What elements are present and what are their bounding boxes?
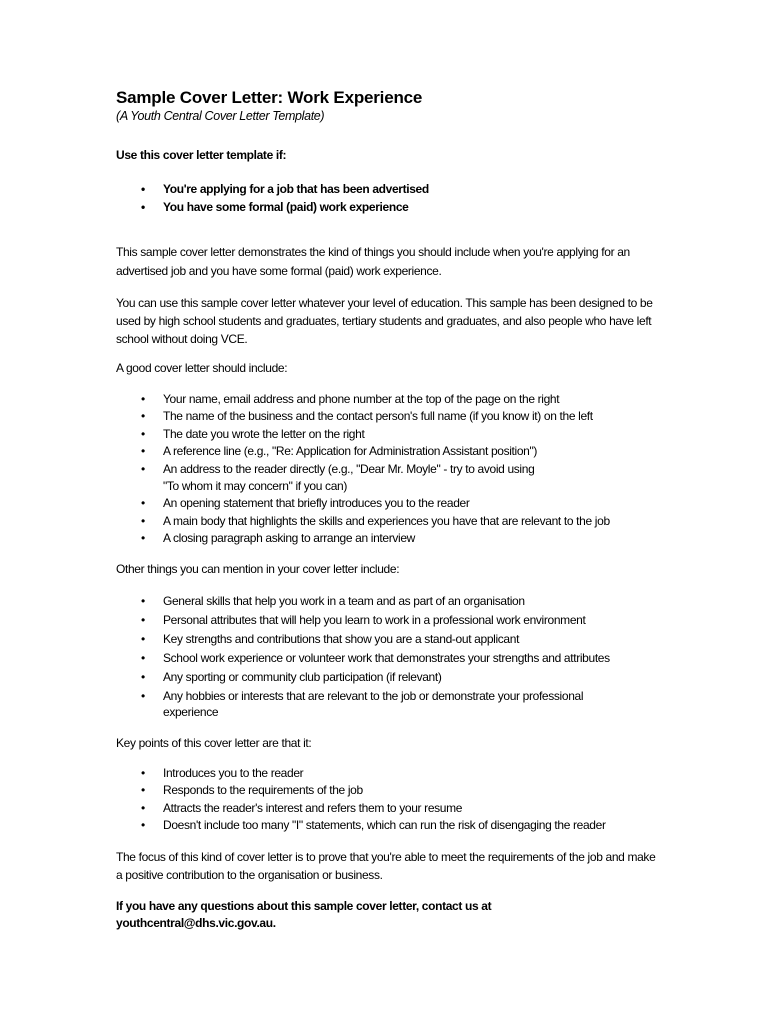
document-title: Sample Cover Letter: Work Experience bbox=[116, 88, 423, 107]
focus-paragraph: The focus of this kind of cover letter is to prove that you're able to meet the requirements of the job and make a positive contribution to the organisation or business. bbox=[116, 849, 656, 882]
list-item bbox=[116, 513, 656, 530]
list-item bbox=[116, 391, 656, 408]
bullet-icon: • bbox=[141, 818, 145, 833]
list-item bbox=[116, 817, 656, 835]
list-item-text: You're applying for a job that has been advertised bbox=[163, 182, 429, 196]
list-item bbox=[116, 198, 656, 216]
bullet-icon: • bbox=[141, 200, 145, 214]
bullet-icon: • bbox=[141, 688, 145, 703]
intro-paragraph: This sample cover letter demonstrates the kind of things you should include when you're applying for an advertised job and you have some formal (paid) work experience. bbox=[116, 245, 630, 278]
list-item bbox=[116, 688, 656, 720]
document-page bbox=[116, 88, 656, 932]
bullet-icon: • bbox=[141, 800, 145, 815]
list-item bbox=[116, 461, 656, 496]
list-item-text: Your name, email address and phone number at the top of the page on the right bbox=[163, 392, 560, 406]
use-template-heading: Use this cover letter template if: bbox=[116, 148, 287, 162]
bullet-icon: • bbox=[141, 496, 145, 511]
bullet-icon: • bbox=[141, 765, 145, 780]
list-item bbox=[116, 765, 656, 783]
list-item-text: Responds to the requirements of the job bbox=[163, 783, 363, 798]
include-list bbox=[116, 391, 656, 548]
list-item bbox=[116, 408, 656, 425]
list-item-text: The name of the business and the contact person's full name (if you know it) on the left bbox=[163, 409, 593, 424]
bullet-icon: • bbox=[141, 593, 145, 608]
bullet-icon: • bbox=[141, 631, 145, 646]
bullet-icon: • bbox=[141, 392, 145, 406]
list-item bbox=[116, 180, 656, 198]
list-item bbox=[116, 593, 656, 609]
list-item bbox=[116, 631, 656, 647]
contact-paragraph: If you have any questions about this sample cover letter, contact us at youthcentral@dhs.vic.gov.au. bbox=[116, 898, 492, 930]
bullet-icon: • bbox=[141, 409, 145, 424]
use-template-list bbox=[116, 180, 656, 216]
bullet-icon: • bbox=[141, 426, 145, 441]
list-item-text: The date you wrote the letter on the right bbox=[163, 426, 365, 441]
include-heading: A good cover letter should include: bbox=[116, 361, 288, 375]
list-item-text: A main body that highlights the skills and experiences you have that are relevant to the job bbox=[163, 513, 610, 528]
list-item-text: Attracts the reader's interest and refers them to your resume bbox=[163, 800, 463, 815]
list-item bbox=[116, 530, 656, 547]
list-item bbox=[116, 426, 656, 443]
bullet-icon: • bbox=[141, 650, 145, 665]
document-subtitle: (A Youth Central Cover Letter Template) bbox=[116, 109, 325, 123]
bullet-icon: • bbox=[141, 783, 145, 798]
other-things-list bbox=[116, 593, 656, 720]
list-item bbox=[116, 443, 656, 460]
list-item-text: Any sporting or community club participation (if relevant) bbox=[163, 669, 442, 684]
list-item-text: School work experience or volunteer work that demonstrates your strengths and attributes bbox=[163, 650, 610, 665]
list-item-text: A reference line (e.g., "Re: Application for Administration Assistant position") bbox=[163, 444, 538, 459]
education-paragraph: You can use this sample cover letter whatever your level of education. This sample has been designed to be used by high school students and graduates, tertiary students and graduates, and also people who have left school without doing VCE. bbox=[116, 296, 653, 346]
list-item bbox=[116, 800, 656, 818]
list-item-text: General skills that help you work in a team and as part of an organisation bbox=[163, 593, 525, 608]
key-points-list bbox=[116, 765, 656, 835]
list-item-text: You have some formal (paid) work experience bbox=[163, 200, 409, 214]
bullet-icon: • bbox=[141, 182, 145, 196]
list-item-text: A closing paragraph asking to arrange an interview bbox=[163, 531, 415, 546]
list-item-text: Key strengths and contributions that show you are a stand-out applicant bbox=[163, 631, 520, 646]
bullet-icon: • bbox=[141, 531, 145, 546]
list-item-text: An opening statement that briefly introduces you to the reader bbox=[163, 496, 470, 511]
bullet-icon: • bbox=[141, 444, 145, 459]
bullet-icon: • bbox=[141, 461, 145, 476]
bullet-icon: • bbox=[141, 612, 145, 627]
list-item bbox=[116, 650, 656, 666]
bullet-icon: • bbox=[141, 669, 145, 684]
list-item-text: Personal attributes that will help you learn to work in a professional work environment bbox=[163, 612, 586, 627]
bullet-icon: • bbox=[141, 513, 145, 528]
list-item-text: An address to the reader directly (e.g., "Dear Mr. Moyle" - try to avoid using "To whom it may concern" if you can) bbox=[163, 461, 535, 494]
list-item-text: Introduces you to the reader bbox=[163, 765, 304, 780]
key-points-heading: Key points of this cover letter are that it: bbox=[116, 735, 312, 750]
other-things-heading: Other things you can mention in your cover letter include: bbox=[116, 561, 400, 576]
list-item-text: Doesn't include too many "I" statements, which can run the risk of disengaging the reader bbox=[163, 818, 606, 833]
list-item bbox=[116, 669, 656, 685]
list-item bbox=[116, 495, 656, 512]
list-item bbox=[116, 782, 656, 800]
list-item bbox=[116, 612, 656, 628]
list-item-text: Any hobbies or interests that are relevant to the job or demonstrate your professional experience bbox=[163, 688, 584, 719]
